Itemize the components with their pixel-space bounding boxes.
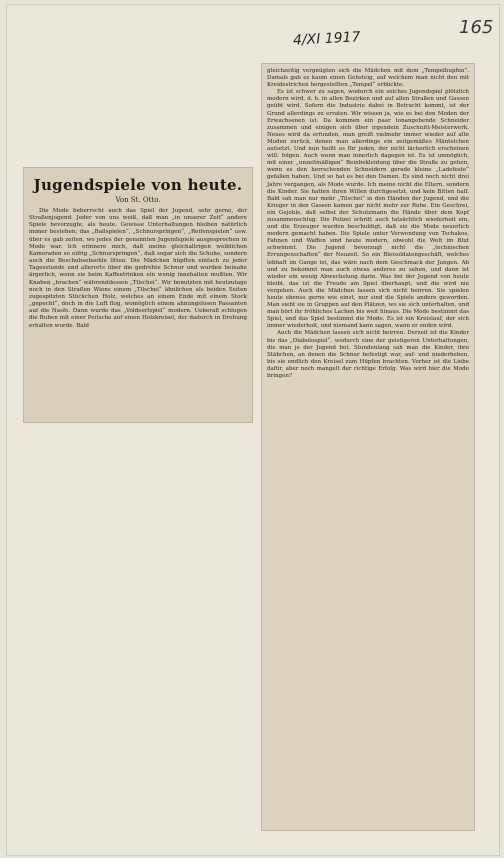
article-author: Von St. Otto. bbox=[115, 196, 161, 204]
article-paragraph: Es ist schwer zu sagen, wodurch ein solches Jugendspiel plötzlich modern wird, d. h. in allen Bezirken und auf allen Straßen und Gassen geübt wird. Sofern die Industrie dabei in Betracht kommt, ist der Grund allerdings zu erraten. Wir wissen ja, wie es bei den Moden der Erwachsenen ist. Da kommen ein paar tonangebende Schneider zusammen und einigen sich über irgendein Zuschnitt-Meisterwerk. Neues wird da erfunden, man greift vielmehr immer wieder auf alte Moden zurück, denen man allerdings ein zeitgemäßes Mäntelchen aufsetzt. Und nun heißt es für jeden, der nicht lächerlich erscheinen will: folgen. Auch wenn man innerlich dagegen ist. Es ist unmöglich, mit einer „unzeitmäßigen“ Beinbekleidung über die Straße zu gehen, wenn es den herrschenden Schneidern gerade kleine „Ladefeste“ gefallen haben. Und so hat es bei den Damen. Es sind noch nicht drei Jahre vergangen, als Mode wurde. Ich meine nicht die Eltern, sondern die Kinder. Sie hatten ihren Willen durchgesetzt, und kein Bitten half. Bald sah man nur mehr „Tilschei“ in den Händen der Jugend, und die Krieger in den Gassen kamen gar nicht mehr zur Ruhe. Ein Geschrei, ein Gejohle, daß selbst der Schutzmann die Hände über dem Kopf zusammenschlug. Die Polizei schritt auch tatsächlich wiederholt ein, und die Erzeuger wurden beschuldigt, daß sie die Mode neuerlich modern gemacht haben. Die Spiele unter Verwendung von Tschakos, Fahnen und Waffen sind heute modern, obwohl die Welt im Blut schwimmt. Die Jugend bevorzugt nicht die „technischen Errungenschaften“ der Neuzeit. So ein Bleisoldatengeschäft, welches lebhaft im Gange ist, das wäre nach dem Geschmack der Jungen. Ab und zu bekommt man auch etwas anderes zu sehen, und dann ist wieder ein wenig Abwechslung darin. Was bei der Jugend von heute bleibt, das ist die Freude am Spiel überhaupt, und die wird nie vergehen. Auch die Mädchen lassen sich nicht beirren. Sie spielen heute ebenso gerne wie einst, nur sind die Spiele andere geworden. Man sieht sie in Gruppen auf den Plätzen, wo sie sich unterhalten, und man hört ihr fröhliches Lachen bis weit hinaus. Die Mode bestimmt das Spiel, und das Spiel bestimmt die Mode. Es ist ein Kreislauf, der sich immer wiederholt, und niemand kann sagen, wann er enden wird. bbox=[267, 89, 469, 330]
handwritten-page-number: 165 bbox=[459, 17, 494, 38]
article-paragraph: gleichzeitig vergnügten sich die Mädchen mit dem „Tempelhupfen“. Damals gab es kaum einen Gehsteig, auf welchem man nicht den mit Kreidestrichen hergestellten „Tempel“ erblickte. bbox=[267, 68, 469, 89]
article-paragraph: Auch die Mädchen lassen sich nicht beirren. Derzeit ist die Kinder bis das „Diabolospiel“, wodurch eine der geistigeren Unterhaltungen, die man je der Jugend bot. Stundenlang sah man die Kinder, ihre Stäbchen, an denen die Schnur befestigt war, auf- und niederheben, bis sie endlich den Kreisel zum Hüpfen brachten. Vorher ist die Liebe dafür, aber noch mangelt der richtige Erfolg. Was wird hier die Mode bringen? bbox=[267, 330, 469, 380]
newspaper-clipping-left bbox=[24, 168, 252, 422]
article-text-column-1 bbox=[29, 208, 247, 330]
article-paragraph: Die Mode beherrscht auch das Spiel der Jugend, sehr gerne, der Straßenjugend. Jeder von uns weiß, daß man „in unserer Zeit“ andere Spiele bevorzugte, als heute. Gewisse Unterhaltungen bleiben natürlich immer bestehen; das „Ballspielen“, „Schnurspringen“, „Reifenspielen“ usw. über es gab zeiten, wo jedes der genannten Jugendspiele ausgesprochen in Mode war. Ich erinnere mich, daß meine gleichaltrigen weiblichen Kameraden so eifrig „Schnurspringen“, daß sogar sich die Schuhe, sondern auch die Beschuhsebsohle litten. Die Mädchen hüpften einfach zu jeder Tagesstunde und allerorts über die gedrehte Schnur und wurden beinahe ärgerlich, wenn sie beim Kaffeetrinken ein wenig innehalten mußten. Wir Knaben „brachen“ währenddessen „Tilschei“. Wir benutzten mit heutzutage noch in den Straßen Wiens einem „Tilschei“ ähnlichen als beiden Seiten zugespitzten Stückchen Holz, welches an einem Ende mit einem Stock „gepecht“, doch in die Luft flog, womöglich einem ahnungslosen Passanten auf die Nasfe. Dann wurde das „Voldeerlspiel“ modern. Ueberall schlugen die Buben mit einer Peitsche auf einen Holzkreisel, der dadurch in Drehung erhalten wurde. Bald bbox=[29, 208, 247, 329]
newspaper-clipping-right bbox=[262, 64, 474, 830]
handwritten-date: 4/XI 1917 bbox=[292, 29, 361, 49]
article-text-column-2 bbox=[267, 68, 469, 380]
article-title: Jugendspiele von heute. bbox=[33, 176, 243, 194]
